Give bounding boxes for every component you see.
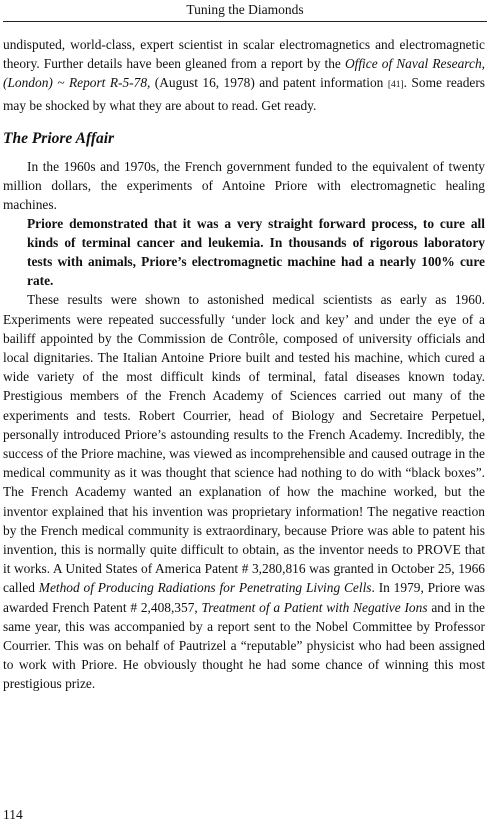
emphasized-paragraph-text: Priore demonstrated that it was a very straight forward process, to cure all kinds of terminal cancer and leukemia. In thousands of rigorous laboratory tests with animals, Priore’s electromagnetic machine had a nearly 100% cure rate. (27, 216, 485, 289)
paragraph-intro (3, 35, 485, 115)
reference-marker: [41] (387, 80, 404, 91)
section-heading: The Priore Affair (3, 129, 115, 147)
paragraph-funding: In the 1960s and 1970s, the French government funded to the equivalent of twenty million dollars, the experiments of Antoine Priore with electromagnetic healing machines. (3, 158, 485, 213)
report-citation: Office of Naval Research, (London) ~ Report R-5-78, (3, 56, 485, 91)
paragraph-results-text-a: These results were shown to astonished medical scientists as early as 1960. Experiments were repeated successfully ‘under lock and key’ and under the eye of a bailiff appointed by the Commission de Contrôle, composed of university officials and local dignitaries. The Italian Antoine Priore built and tested his machine, which cured a wide variety of the most difficult kinds of terminal, fatal diseases known today. Prestigious members of the French Academy of Sciences carried out many of the experiments and tests. Robert Courrier, head of Biology and Secretaire Perpetuel, personally introduced Priore’s astounding results to the French Academy. Incredibly, the success of the Priore machine, was viewed as incomprehensible and caused outrage in the medical community as it was thought that science had nothing to do with “black boxes”. The French Academy wanted an explanation of how the machine worked, but the inventor explained that his invention was proprietary information! The negative reaction by the French medical community is extraordinary, because Priore was able to patent his invention, this is normally quite difficult to obtain, as the inventor needs to PROVE that it works. A United States of America Patent # 3,280,816 was granted in October 25, 1966 called (3, 292, 485, 596)
header-rule (3, 21, 487, 22)
paragraph-results (3, 290, 485, 693)
paragraph-intro-text-a: undisputed, world-class, expert scientist in scalar electromagnetics and electromagnetic theory. Further details have been gleaned from a report by the (3, 37, 485, 72)
running-head: Tuning the Diamonds (186, 2, 304, 17)
french-patent-title: Treatment of a Patient with Negative Ions (201, 599, 428, 615)
paragraph-intro-text-d: . Some readers may be shocked by what they are about to read. Get ready. (3, 75, 486, 113)
page-body (3, 35, 485, 694)
page-number: 114 (3, 807, 23, 822)
paragraph-results-text-c: . In 1979, Priore was awarded French Patent # 2,408,357, (3, 580, 485, 615)
paragraph-results-text-e: and in the same year, this was accompanied by a report sent to the Nobel Committee by Professor Courrier. This was on behalf of Pautrizel a “reputable” physicist who had been assigned to work with Priore. He obviously thought he had some chance of winning this most prestigious prize. (3, 599, 486, 692)
emphasized-paragraph (3, 214, 485, 290)
us-patent-title: Method of Producing Radiations for Penetrating Living Cells (38, 580, 372, 596)
paragraph-intro-text-c: (August 16, 1978) and patent information (150, 75, 388, 91)
